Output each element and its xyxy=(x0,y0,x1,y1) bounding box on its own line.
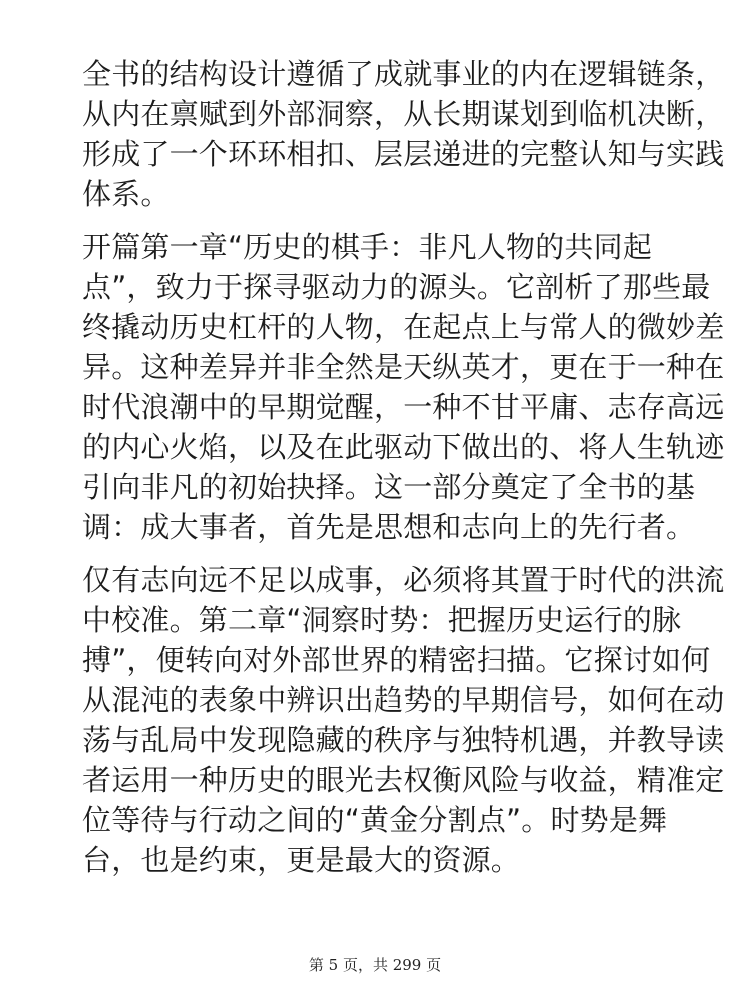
text-line: 位等待与行动之间的“黄金分割点”。时势是舞 xyxy=(82,803,668,837)
text-line: 形成了一个环环相扣、层层递进的完整认知与实践 xyxy=(82,137,725,171)
text-line: 者运用一种历史的眼光去权衡风险与收益，精准定 xyxy=(82,763,725,797)
text-line: 的内心火焰，以及在此驱动下做出的、将人生轨迹 xyxy=(82,430,725,464)
text-line: 点”，致力于探寻驱动力的源头。它剖析了那些最 xyxy=(82,270,711,304)
text-line: 开篇第一章“历史的棋手：非凡人物的共同起 xyxy=(82,230,653,264)
body-text xyxy=(82,54,725,893)
text-line: 搏”，便转向对外部世界的精密扫描。它探讨如何 xyxy=(82,643,711,677)
paragraph xyxy=(82,560,725,880)
text-line: 荡与乱局中发现隐藏的秩序与独特机遇，并教导读 xyxy=(82,723,725,757)
text-line: 调：成大事者，首先是思想和志向上的先行者。 xyxy=(82,510,696,544)
text-line: 台，也是约束，更是最大的资源。 xyxy=(82,843,521,877)
paragraph xyxy=(82,227,725,547)
page-number-footer: 第 5 页，共 299 页 xyxy=(308,956,442,974)
paragraph xyxy=(82,54,725,214)
text-line: 时代浪潮中的早期觉醒，一种不甘平庸、志存高远 xyxy=(82,390,725,424)
text-line: 全书的结构设计遵循了成就事业的内在逻辑链条， xyxy=(82,57,725,91)
text-line: 从内在禀赋到外部洞察，从长期谋划到临机决断， xyxy=(82,97,725,131)
text-line: 终撬动历史杠杆的人物，在起点上与常人的微妙差 xyxy=(82,310,725,344)
text-line: 体系。 xyxy=(82,177,170,211)
text-line: 仅有志向远不足以成事，必须将其置于时代的洪流 xyxy=(82,563,725,597)
text-line: 引向非凡的初始抉择。这一部分奠定了全书的基 xyxy=(82,470,696,504)
text-line: 中校准。第二章“洞察时势：把握历史运行的脉 xyxy=(82,603,682,637)
text-line: 异。这种差异并非全然是天纵英才，更在于一种在 xyxy=(82,350,725,384)
text-line: 从混沌的表象中辨识出趋势的早期信号，如何在动 xyxy=(82,683,725,717)
